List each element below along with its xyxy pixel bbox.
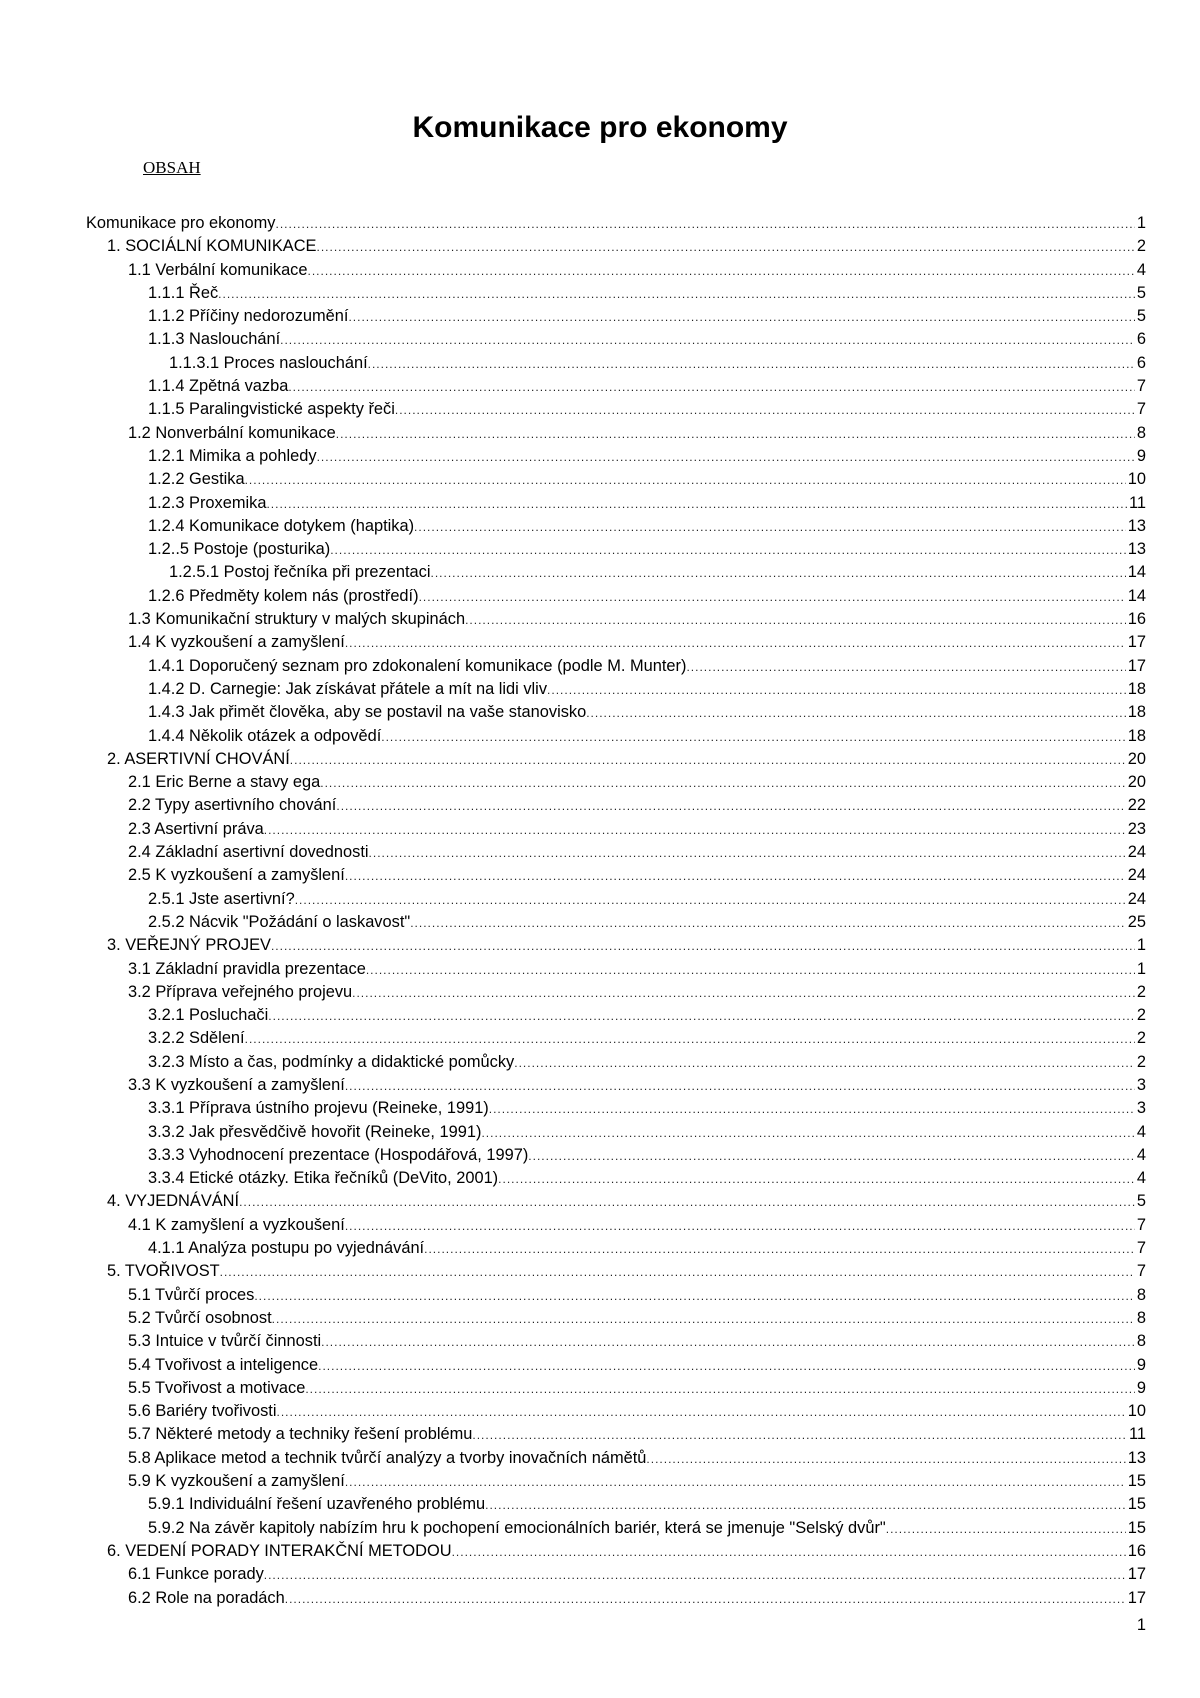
dot-leader	[345, 1471, 1126, 1494]
toc-entry-page: 4	[1136, 1169, 1146, 1188]
toc-entry[interactable]	[86, 375, 1146, 398]
dot-leader	[381, 726, 1126, 749]
toc-entry-title: 5.1 Tvůrčí proces	[128, 1285, 255, 1304]
dot-leader	[330, 539, 1126, 562]
toc-entry[interactable]	[86, 468, 1146, 491]
dot-leader	[285, 1588, 1126, 1611]
toc-entry[interactable]	[86, 1540, 1146, 1563]
toc-entry-title: Komunikace pro ekonomy	[86, 214, 276, 232]
toc-entry-title: 1.4.1 Doporučený seznam pro zdokonalení komunikace (podle M. Munter)	[148, 656, 687, 675]
toc-entry-title: 1.2.5.1 Postoj řečníka při prezentaci	[169, 563, 431, 582]
toc-entry-page: 2	[1136, 1052, 1146, 1071]
toc-entry[interactable]	[86, 1330, 1146, 1353]
dot-leader	[317, 236, 1135, 259]
toc-entry[interactable]	[86, 701, 1146, 724]
toc-entry-page: 14	[1127, 586, 1146, 605]
toc-entry-title: 6.2 Role na poradách	[128, 1588, 285, 1607]
toc-entry[interactable]	[86, 1400, 1146, 1423]
toc-entry-page: 5	[1136, 283, 1146, 302]
toc-entry[interactable]	[86, 841, 1146, 864]
dot-leader	[245, 1028, 1135, 1051]
toc-entry-page: 3	[1136, 1099, 1146, 1118]
toc-entry-page: 1	[1136, 959, 1146, 978]
toc-entry-title: 1.1 Verbální komunikace	[128, 260, 308, 279]
toc-entry-title: 5.6 Bariéry tvořivosti	[128, 1402, 277, 1421]
toc-entry-page: 7	[1136, 1215, 1146, 1234]
toc-entry-title: 3.2.3 Místo a čas, podmínky a didaktické pomůcky	[148, 1052, 515, 1071]
dot-leader	[368, 353, 1135, 376]
toc-entry[interactable]	[86, 888, 1146, 911]
toc-entry-title: 5.7 Některé metody a techniky řešení problému	[128, 1425, 473, 1444]
toc-entry-page: 16	[1127, 610, 1146, 629]
toc-entry-title: 3.2.2 Sdělení	[148, 1029, 245, 1048]
toc-entry-title: 1.2.2 Gestika	[148, 470, 245, 489]
toc-entry-page: 7	[1136, 1239, 1146, 1258]
toc-entry-title: 2.5.2 Nácvik "Požádání o laskavost"	[148, 912, 411, 931]
toc-entry-title: 3.3.1 Příprava ústního projevu (Reineke, 1991)	[148, 1099, 489, 1118]
toc-entry-title: 5. TVOŘIVOST	[107, 1262, 220, 1281]
toc-entry[interactable]	[86, 608, 1146, 631]
toc-entry-page: 10	[1127, 470, 1146, 489]
toc-entry-title: 5.2 Tvůrčí osobnost	[128, 1308, 272, 1327]
toc-entry-page: 2	[1136, 982, 1146, 1001]
toc-entry[interactable]	[86, 1470, 1146, 1493]
toc-entry-page: 18	[1127, 726, 1146, 745]
toc-entry-title: 1.2.1 Mimika a pohledy	[148, 446, 317, 465]
dot-leader	[485, 1494, 1126, 1517]
toc-entry-page: 3	[1136, 1075, 1146, 1094]
toc-entry-page: 24	[1127, 843, 1146, 862]
toc-entry[interactable]	[86, 515, 1146, 538]
toc-entry[interactable]	[86, 1121, 1146, 1144]
toc-entry[interactable]	[86, 561, 1146, 584]
toc-entry-page: 8	[1136, 423, 1146, 442]
toc-entry-page: 22	[1127, 796, 1146, 815]
toc-entry-page: 24	[1127, 889, 1146, 908]
dot-leader	[489, 1098, 1135, 1121]
toc-entry[interactable]	[86, 212, 1146, 235]
dot-leader	[345, 632, 1126, 655]
toc-entry[interactable]	[86, 958, 1146, 981]
toc-entry-title: 1.2.4 Komunikace dotykem (haptika)	[148, 516, 415, 535]
toc-entry-title: 1.3 Komunikační struktury v malých skupinách	[128, 610, 466, 629]
toc-entry-title: 3.2.1 Posluchači	[148, 1006, 269, 1025]
dot-leader	[220, 1261, 1135, 1284]
toc-entry-page: 1	[1136, 936, 1146, 955]
toc-entry-page: 7	[1136, 377, 1146, 396]
toc-entry-title: 1. SOCIÁLNÍ KOMUNIKACE	[107, 237, 317, 256]
toc-entry-title: 1.4.3 Jak přimět člověka, aby se postavil na vaše stanovisko	[148, 703, 587, 722]
toc-entry-page: 9	[1136, 1355, 1146, 1374]
dot-leader	[395, 399, 1135, 422]
toc-entry-title: 1.4.4 Několik otázek a odpovědí	[148, 726, 382, 745]
dot-leader	[245, 469, 1126, 492]
toc-entry-title: 4.1.1 Analýza postupu po vyjednávání	[148, 1239, 425, 1258]
toc-entry[interactable]	[86, 398, 1146, 421]
toc-entry-title: 1.1.2 Příčiny nedorozumění	[148, 307, 349, 326]
toc-entry-title: 1.1.3.1 Proces naslouchání	[169, 353, 368, 372]
toc-entry[interactable]	[86, 1027, 1146, 1050]
dot-leader	[320, 772, 1126, 795]
toc-entry-title: 3.3.3 Vyhodnocení prezentace (Hospodářová, 1997)	[148, 1145, 529, 1164]
toc-entry-page: 10	[1127, 1402, 1146, 1421]
toc-entry[interactable]	[86, 1144, 1146, 1167]
toc-entry-title: 1.2 Nonverbální komunikace	[128, 423, 336, 442]
dot-leader	[295, 889, 1126, 912]
dot-leader	[308, 260, 1135, 283]
dot-leader	[321, 1331, 1135, 1354]
toc-entry[interactable]	[86, 445, 1146, 468]
toc-entry[interactable]	[86, 631, 1146, 654]
toc-entry[interactable]	[86, 538, 1146, 561]
toc-entry-title: 2.3 Asertivní práva	[128, 819, 264, 838]
dot-leader	[366, 959, 1135, 982]
toc-entry-page: 15	[1127, 1472, 1146, 1491]
toc-entry-title: 2.4 Základní asertivní dovednosti	[128, 843, 369, 862]
toc-entry-page: 6	[1136, 353, 1146, 372]
toc-entry[interactable]	[86, 771, 1146, 794]
dot-leader	[686, 656, 1125, 679]
toc-entry[interactable]	[86, 1563, 1146, 1586]
page-number: 1	[1136, 1616, 1146, 1634]
toc-entry-title: 2.5 K vyzkoušení a zamyšlení	[128, 866, 345, 885]
dot-leader	[352, 982, 1135, 1005]
toc-entry[interactable]	[86, 1237, 1146, 1260]
toc-entry-page: 17	[1127, 1588, 1146, 1607]
dot-leader	[254, 1285, 1135, 1308]
dot-leader	[264, 1564, 1126, 1587]
toc-entry-page: 2	[1136, 1029, 1146, 1048]
toc-entry[interactable]	[86, 1423, 1146, 1446]
toc-entry-page: 7	[1136, 400, 1146, 419]
toc-entry-page: 9	[1136, 1378, 1146, 1397]
toc-entry-page: 8	[1136, 1308, 1146, 1327]
toc-entry-page: 20	[1127, 773, 1146, 792]
toc-entry-title: 1.1.4 Zpětná vazba	[148, 377, 289, 396]
dot-leader	[272, 1308, 1135, 1331]
toc-entry-title: 5.9.1 Individuální řešení uzavřeného problému	[148, 1495, 486, 1514]
toc-entry[interactable]	[86, 1190, 1146, 1213]
toc-entry-page: 9	[1136, 446, 1146, 465]
dot-leader	[345, 1215, 1135, 1238]
toc-entry-title: 3.3 K vyzkoušení a zamyšlení	[128, 1075, 345, 1094]
dot-leader	[465, 609, 1126, 632]
dot-leader	[268, 1005, 1135, 1028]
toc-entry-page: 4	[1136, 260, 1146, 279]
toc-entry[interactable]	[86, 1260, 1146, 1283]
toc-entry-page: 13	[1127, 516, 1146, 535]
toc-entry-title: 2.2 Typy asertivního chování	[128, 796, 337, 815]
toc-entry[interactable]	[86, 1167, 1146, 1190]
dot-leader	[264, 819, 1126, 842]
toc-entry-page: 5	[1136, 1192, 1146, 1211]
dot-leader	[886, 1518, 1126, 1541]
dot-leader	[276, 1401, 1125, 1424]
toc-entry[interactable]	[86, 1074, 1146, 1097]
toc-entry-title: 3.1 Základní pravidla prezentace	[128, 959, 366, 978]
dot-leader	[290, 749, 1126, 772]
toc-entry-page: 4	[1136, 1145, 1146, 1164]
dot-leader	[266, 493, 1127, 516]
toc-entry-page: 13	[1127, 540, 1146, 559]
toc-entry-page: 8	[1136, 1285, 1146, 1304]
dot-leader	[318, 1355, 1135, 1378]
toc-entry-title: 2. ASERTIVNÍ CHOVÁNÍ	[107, 749, 290, 768]
toc-entry-page: 17	[1127, 633, 1146, 652]
toc-entry-title: 1.2..5 Postoje (posturika)	[148, 540, 331, 559]
dot-leader	[271, 935, 1135, 958]
dot-leader	[336, 795, 1125, 818]
toc-entry-title: 1.4.2 D. Carnegie: Jak získávat přátele a mít na lidi vliv	[148, 679, 548, 698]
toc-entry[interactable]	[86, 725, 1146, 748]
dot-leader	[419, 586, 1126, 609]
toc-entry[interactable]	[86, 655, 1146, 678]
toc-entry-page: 1	[1136, 214, 1146, 232]
dot-leader	[472, 1424, 1127, 1447]
dot-leader	[498, 1168, 1135, 1191]
toc-entry-page: 18	[1127, 703, 1146, 722]
toc-entry-title: 1.2.6 Předměty kolem nás (prostředí)	[148, 586, 419, 605]
toc-entry-title: 6. VEDENÍ PORADY INTERAKČNÍ METODOU	[107, 1541, 452, 1560]
dot-leader	[288, 376, 1135, 399]
table-of-contents	[86, 212, 1146, 1610]
toc-entry[interactable]	[86, 981, 1146, 1004]
toc-entry-page: 17	[1127, 656, 1146, 675]
toc-entry-title: 2.1 Eric Berne a stavy ega	[128, 773, 321, 792]
toc-entry-page: 20	[1127, 749, 1146, 768]
toc-entry[interactable]	[86, 1214, 1146, 1237]
dot-leader	[369, 842, 1126, 865]
toc-entry-title: 5.9.2 Na závěr kapitoly nabízím hru k pochopení emocionálních bariér, která se jmenuje "Selský dvůr"	[148, 1518, 886, 1537]
toc-entry-title: 3. VEŘEJNÝ PROJEV	[107, 936, 271, 955]
toc-entry[interactable]	[86, 678, 1146, 701]
toc-entry[interactable]	[86, 1493, 1146, 1516]
toc-entry[interactable]	[86, 934, 1146, 957]
toc-entry-page: 15	[1127, 1495, 1146, 1514]
toc-entry[interactable]	[86, 259, 1146, 282]
toc-entry-page: 11	[1128, 1425, 1146, 1444]
toc-entry-page: 14	[1127, 563, 1146, 582]
dot-leader	[547, 679, 1126, 702]
toc-entry-title: 6.1 Funkce porady	[128, 1565, 264, 1584]
toc-entry-page: 11	[1128, 493, 1146, 512]
toc-entry[interactable]	[86, 305, 1146, 328]
toc-entry-title: 5.5 Tvořivost a motivace	[128, 1378, 306, 1397]
dot-leader	[410, 912, 1126, 935]
toc-entry[interactable]	[86, 911, 1146, 934]
dot-leader	[586, 702, 1126, 725]
toc-entry[interactable]	[86, 1587, 1146, 1610]
toc-entry[interactable]	[86, 1377, 1146, 1400]
toc-entry[interactable]	[86, 352, 1146, 375]
toc-entry-page: 17	[1127, 1565, 1146, 1584]
toc-entry-title: 5.9 K vyzkoušení a zamyšlení	[128, 1472, 345, 1491]
toc-entry-title: 3.3.2 Jak přesvědčivě hovořit (Reineke, 1991)	[148, 1122, 482, 1141]
toc-entry[interactable]	[86, 1004, 1146, 1027]
toc-entry[interactable]	[86, 1354, 1146, 1377]
toc-entry-page: 24	[1127, 866, 1146, 885]
dot-leader	[348, 306, 1134, 329]
dot-leader	[305, 1378, 1135, 1401]
dot-leader	[239, 1191, 1135, 1214]
toc-entry-title: 1.4 K vyzkoušení a zamyšlení	[128, 633, 345, 652]
toc-entry[interactable]	[86, 328, 1146, 351]
toc-entry-page: 13	[1127, 1448, 1146, 1467]
dot-leader	[345, 1075, 1135, 1098]
toc-entry-page: 7	[1136, 1262, 1146, 1281]
toc-entry[interactable]	[86, 818, 1146, 841]
toc-entry[interactable]	[86, 422, 1146, 445]
toc-entry[interactable]	[86, 1097, 1146, 1120]
toc-entry-page: 2	[1136, 1006, 1146, 1025]
toc-entry-title: 5.8 Aplikace metod a technik tvůrčí analýzy a tvorby inovačních námětů	[128, 1448, 647, 1467]
document-title: Komunikace pro ekonomy	[412, 111, 788, 144]
dot-leader	[452, 1541, 1126, 1564]
toc-entry[interactable]	[86, 864, 1146, 887]
dot-leader	[336, 423, 1135, 446]
dot-leader	[280, 329, 1135, 352]
toc-entry[interactable]	[86, 1517, 1146, 1540]
dot-leader	[218, 283, 1135, 306]
toc-entry-title: 1.1.3 Naslouchání	[148, 330, 281, 349]
toc-entry-title: 5.3 Intuice v tvůrčí činnosti	[128, 1332, 322, 1351]
toc-entry-page: 5	[1136, 307, 1146, 326]
toc-entry-title: 1.1.5 Paralingvistické aspekty řeči	[148, 400, 395, 419]
toc-entry[interactable]	[86, 1447, 1146, 1470]
toc-entry[interactable]	[86, 492, 1146, 515]
toc-entry-page: 25	[1127, 912, 1146, 931]
dot-leader	[528, 1145, 1135, 1168]
toc-entry-page: 8	[1136, 1332, 1146, 1351]
toc-heading: OBSAH	[143, 158, 201, 177]
dot-leader	[481, 1122, 1134, 1145]
dot-leader	[317, 446, 1135, 469]
toc-entry-title: 4.1 K zamyšlení a vyzkoušení	[128, 1215, 345, 1234]
dot-leader	[514, 1052, 1135, 1075]
toc-entry[interactable]	[86, 235, 1146, 258]
toc-entry-page: 4	[1136, 1122, 1146, 1141]
toc-entry-page: 16	[1127, 1541, 1146, 1560]
toc-entry-title: 3.2 Příprava veřejného projevu	[128, 982, 353, 1001]
dot-leader	[646, 1448, 1125, 1471]
toc-entry-title: 1.1.1 Řeč	[148, 283, 219, 302]
toc-entry[interactable]	[86, 1051, 1146, 1074]
toc-entry-title: 4. VYJEDNÁVÁNÍ	[107, 1192, 240, 1211]
toc-entry[interactable]	[86, 585, 1146, 608]
dot-leader	[424, 1238, 1135, 1261]
toc-entry-page: 6	[1136, 330, 1146, 349]
toc-entry-title: 1.2.3 Proxemika	[148, 493, 267, 512]
toc-entry-title: 3.3.4 Etické otázky. Etika řečníků (DeVito, 2001)	[148, 1169, 499, 1188]
dot-leader	[430, 562, 1125, 585]
toc-entry[interactable]	[86, 1284, 1146, 1307]
toc-entry-page: 18	[1127, 679, 1146, 698]
toc-entry[interactable]	[86, 794, 1146, 817]
dot-leader	[414, 516, 1126, 539]
dot-leader	[276, 213, 1135, 236]
toc-entry[interactable]	[86, 748, 1146, 771]
toc-entry-title: 5.4 Tvořivost a inteligence	[128, 1355, 319, 1374]
toc-entry-page: 23	[1127, 819, 1146, 838]
toc-entry-page: 15	[1127, 1518, 1146, 1537]
dot-leader	[345, 865, 1126, 888]
toc-entry[interactable]	[86, 282, 1146, 305]
toc-entry-page: 2	[1136, 237, 1146, 256]
toc-entry-title: 2.5.1 Jste asertivní?	[148, 889, 295, 908]
toc-entry[interactable]	[86, 1307, 1146, 1330]
